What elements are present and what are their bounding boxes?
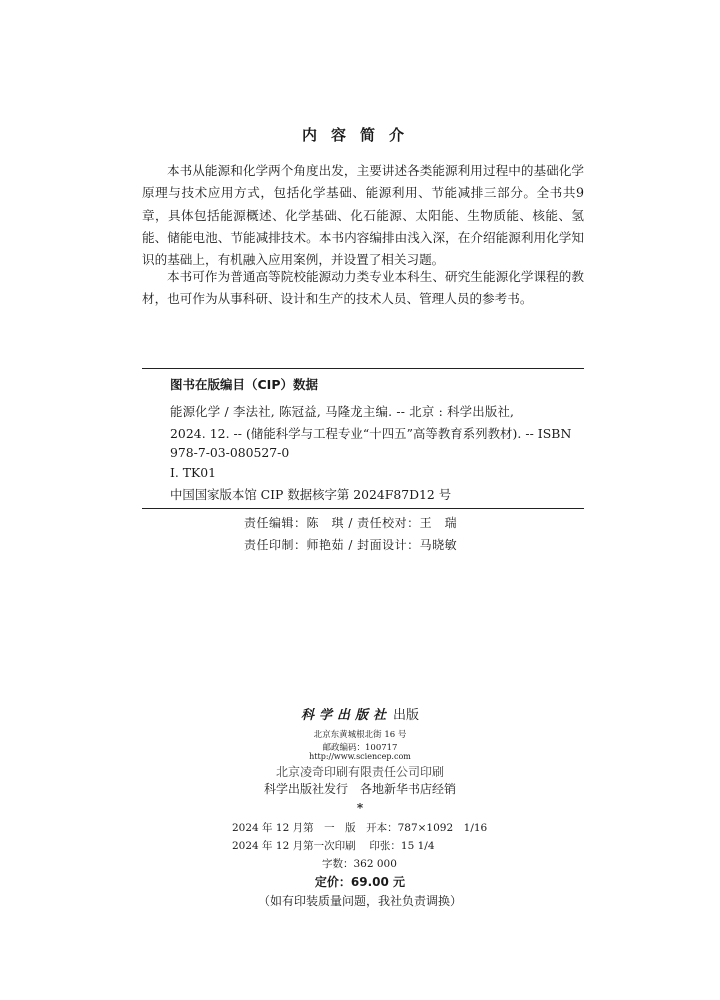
editor-credits: 责任编辑：陈 琪 / 责任校对：王 瑞	[244, 516, 458, 530]
summary-paragraph-2: 本书可作为普通高等院校能源动力类专业本科生、研究生能源化学课程的教材，也可作为从事科研、设计和生产的技术人员、管理人员的参考书。	[142, 269, 584, 307]
publisher-suffix: 出版	[393, 708, 420, 723]
cip-line-3: 978-7-03-080527-0	[170, 445, 290, 460]
publisher-website: http://www.sciencep.com	[309, 752, 411, 761]
publisher-address: 北京东黄城根北街 16 号	[313, 730, 407, 740]
quality-notice: （如有印装质量问题，我社负责调换）	[257, 894, 462, 908]
cip-line-2: 2024. 12. -- (储能科学与工程专业“十四五”高等教育系列教材). -- ISBN	[170, 426, 572, 441]
publisher-logo: 科学出版社	[300, 708, 391, 723]
publisher-postcode: 邮政编码：100717	[322, 743, 398, 753]
summary-paragraph-1: 本书从能源和化学两个角度出发，主要讲述各类能源利用过程中的基础化学原理与技术应用方式，包括化学基础、能源利用、节能减排三部分。全书共9章，具体包括能源概述、化学基础、化石能源、太阳能、生物质能、核能、氢能、储能电池、节能减排技术。本书内容编排由浅入深，在介绍能源利用化学知识的基础上，有机融入应用案例，并设置了相关习题。	[142, 163, 584, 268]
separator-star: *	[356, 801, 364, 815]
cip-heading: 图书在版编目（CIP）数据	[170, 377, 318, 392]
cip-line-5: 中国国家版本馆 CIP 数据核字第 2024F87D12 号	[170, 487, 452, 502]
cip-top-rule	[142, 368, 584, 369]
summary-title: 内容简介	[301, 126, 418, 144]
printer-info: 北京凌奇印刷有限责任公司印刷	[275, 765, 444, 779]
price: 定价：69.00 元	[314, 875, 406, 889]
publisher-line	[0, 704, 720, 723]
word-count: 字数：362 000	[322, 858, 397, 870]
distribution-info: 科学出版社发行 各地新华书店经销	[263, 782, 456, 796]
cip-bottom-rule	[142, 508, 584, 509]
cip-line-1: 能源化学 / 李法社, 陈冠益, 马隆龙主编. -- 北京 : 科学出版社,	[170, 404, 515, 419]
production-credits: 责任印制：师艳茹 / 封面设计：马晓敏	[244, 538, 458, 552]
edition-info: 2024 年 12 月第 一 版 开本：787×1092 1/16	[232, 822, 488, 834]
printing-info: 2024 年 12 月第一次印刷 印张：15 1/4	[232, 840, 435, 852]
cip-line-4: Ⅰ. TK01	[170, 465, 217, 480]
